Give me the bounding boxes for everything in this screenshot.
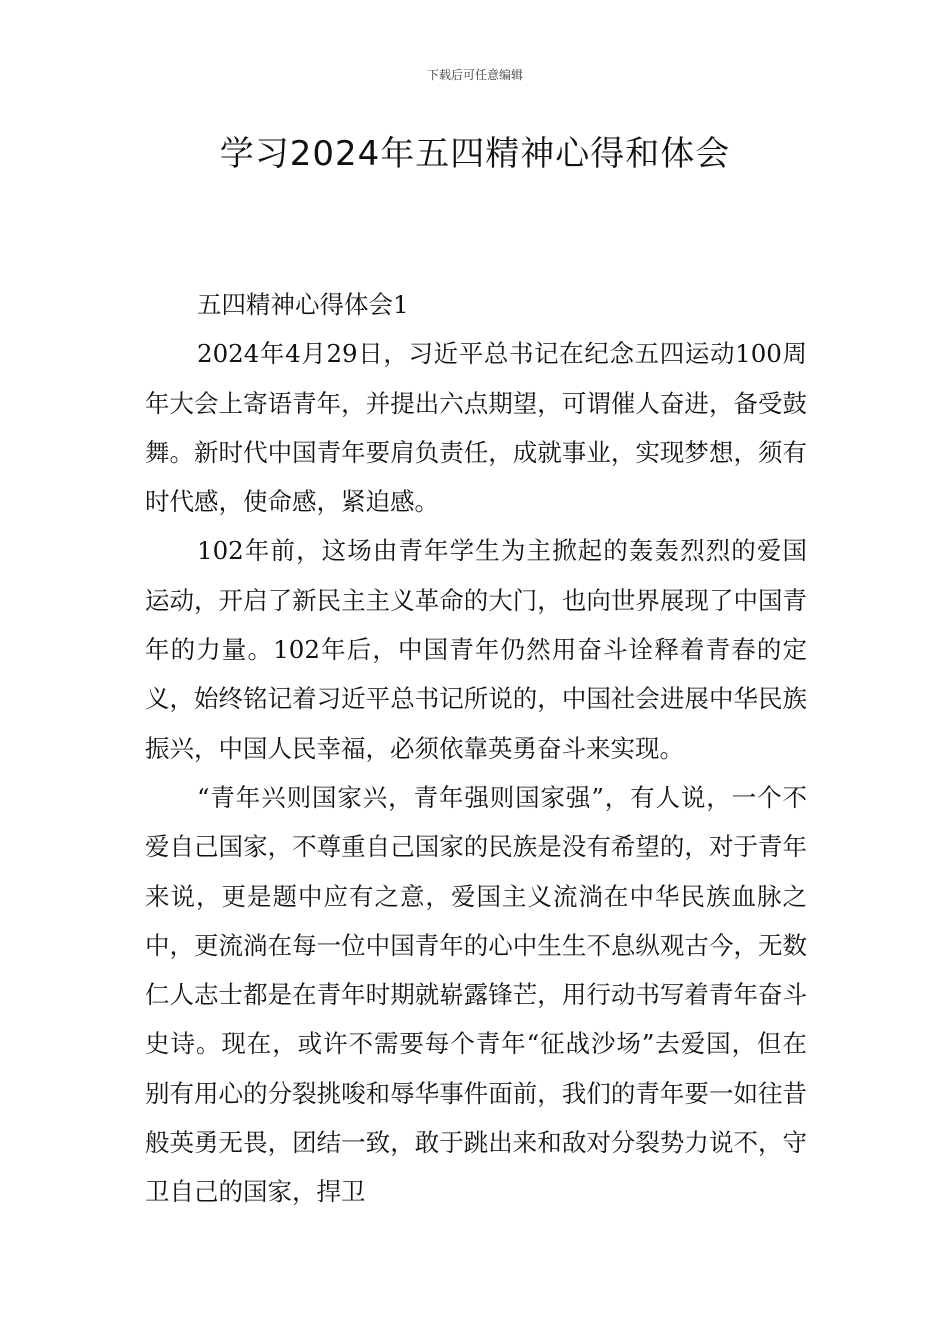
paragraph-2: 102年前，这场由青年学生为主掀起的轰轰烈烈的爱国运动，开启了新民主主义革命的大门，也向世界展现了中国青年的力量。102年后，中国青年仍然用奋斗诠释着青春的定义，始终铭记着习近平总书记所说的，中国社会进展中华民族振兴，中国人民幸福，必须依靠英勇奋斗来实现。 — [145, 536, 807, 763]
paragraph-3: “青年兴则国家兴，青年强则国家强”，有人说，一个不爱自己国家，不尊重自己国家的民族是没有希望的，对于青年来说，更是题中应有之意，爱国主义流淌在中华民族血脉之中，更流淌在每一位中国青年的心中生生不息纵观古今，无数仁人志士都是在青年时期就崭露锋芒，用行动书写着青年奋斗史诗。现在，或许不需要每个青年“征战沙场”去爱国，但在别有用心的分裂挑唆和辱华事件面前，我们的青年要一如往昔般英勇无畏，团结一致，敢于跳出来和敌对分裂势力说不，守卫自己的国家，捍卫 — [145, 782, 807, 1207]
header-note: 下载后可任意编辑 — [426, 68, 523, 82]
section-heading: 五四精神心得体会1 — [197, 290, 409, 319]
document-title: 学习2024年五四精神心得和体会 — [219, 134, 731, 174]
document-body — [145, 280, 807, 1217]
paragraph-1: 2024年4月29日，习近平总书记在纪念五四运动100周年大会上寄语青年，并提出六点期望，可谓催人奋进，备受鼓舞。新时代中国青年要肩负责任，成就事业，实现梦想，须有时代感，使命感，紧迫感。 — [145, 339, 807, 517]
